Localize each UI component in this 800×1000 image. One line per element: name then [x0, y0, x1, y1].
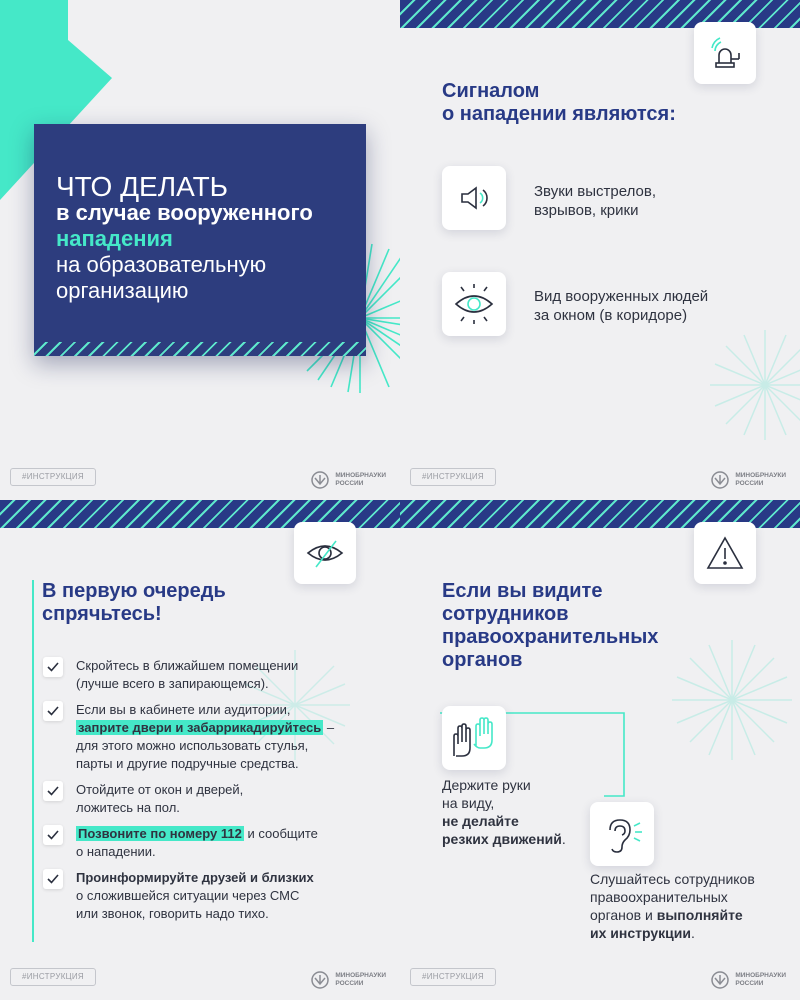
ear-icon-box [590, 802, 654, 866]
hide-heading-line-1: В первую очередь [42, 580, 226, 602]
crossed-eye-icon-box [294, 522, 356, 584]
hide-heading [42, 580, 226, 626]
signal-armed-line-2: за окном (в коридоре) [534, 307, 688, 324]
eye-icon-box [442, 272, 506, 336]
listen-period: . [690, 925, 695, 941]
signal-sounds-text [534, 182, 656, 220]
hands-bold-1: не делайте [442, 813, 519, 829]
instruction-item-5 [76, 869, 376, 923]
check-icon [47, 830, 59, 840]
tag-pill: #ИНСТРУКЦИЯ [410, 468, 496, 486]
title-line-2: в случае вооруженного [56, 200, 313, 225]
instruction-item-4 [76, 825, 376, 861]
logo-line-2: РОССИИ [335, 980, 364, 987]
hands-bold-2: резких движений [442, 831, 562, 847]
signals-heading [442, 80, 676, 126]
police-heading-line-2: сотрудников [442, 603, 569, 625]
item-4-highlight: Позвоните по номеру 112 [78, 826, 242, 841]
police-heading-line-1: Если вы видите [442, 580, 603, 602]
check-icon-box [43, 869, 63, 889]
sound-icon-box [442, 166, 506, 230]
signal-sounds-line-2: взрывов, крики [534, 202, 639, 219]
signal-armed-line-1: Вид вооруженных людей [534, 288, 709, 305]
ministry-logo [310, 970, 386, 990]
item-5-line-3: или звонок, говорить надо тихо. [76, 906, 269, 921]
title-line-3: нападения [56, 226, 173, 251]
title-line-5: организацию [56, 278, 189, 303]
listen-text [590, 870, 755, 942]
instruction-item-1 [76, 657, 376, 693]
logo-line-2: РОССИИ [735, 980, 764, 987]
check-icon-box [43, 701, 63, 721]
check-icon [47, 786, 59, 796]
item-3-line-1: Отойдите от окон и дверей, [76, 782, 244, 797]
logo-line-1: МИНОБРНАУКИ [735, 472, 786, 479]
tag-pill: #ИНСТРУКЦИЯ [10, 468, 96, 486]
item-2-highlight: заприте двери и забаррикадируйтесь [78, 720, 322, 735]
title-line-4: на образовательную [56, 252, 267, 277]
hands-line-2: на виду, [442, 795, 495, 811]
title-card-stripe [34, 342, 366, 356]
title-card [34, 124, 366, 356]
alarm-bell-icon [705, 33, 745, 73]
panel-signals [400, 0, 800, 500]
item-5-bold: Проинформируйте друзей и близких [76, 870, 314, 885]
eagle-emblem-icon [310, 970, 330, 990]
check-icon [47, 706, 59, 716]
logo-line-1: МИНОБРНАУКИ [335, 972, 386, 979]
item-4-line-1-rest: и сообщите [243, 826, 318, 841]
raised-hands-icon [448, 716, 500, 760]
item-2-line-1: Если вы в кабинете или аудитории, [76, 702, 291, 717]
vertical-accent-line [32, 580, 34, 942]
listen-line-1: Слушайтесь сотрудников [590, 871, 755, 887]
starburst-watermark [700, 320, 800, 450]
eagle-emblem-icon [710, 970, 730, 990]
listen-line-2: правоохранительных [590, 889, 728, 905]
ministry-logo [710, 970, 786, 990]
logo-line-2: РОССИИ [335, 480, 364, 487]
item-4-line-2: о нападении. [76, 844, 156, 859]
check-icon-box [43, 825, 63, 845]
hands-period: . [561, 831, 566, 847]
hide-heading-line-2: спрячьтесь! [42, 603, 162, 625]
check-icon-box [43, 657, 63, 677]
signals-heading-line-1: Сигналом [442, 80, 540, 102]
eagle-emblem-icon [710, 470, 730, 490]
item-2-line-3: для этого можно использовать стулья, [76, 738, 309, 753]
signals-heading-line-2: о нападении являются: [442, 103, 676, 125]
logo-line-1: МИНОБРНАУКИ [335, 472, 386, 479]
panel-title [0, 0, 400, 500]
eagle-emblem-icon [310, 470, 330, 490]
panel-hide [0, 500, 400, 1000]
check-icon [47, 662, 59, 672]
logo-line-1: МИНОБРНАУКИ [735, 972, 786, 979]
hands-icon-box [442, 706, 506, 770]
hands-text [442, 776, 566, 848]
check-icon-box [43, 781, 63, 801]
alarm-icon-box [694, 22, 756, 84]
speaker-sound-icon [454, 178, 494, 218]
listen-line-3: органов и [590, 907, 657, 923]
panel-police [400, 500, 800, 1000]
tag-pill: #ИНСТРУКЦИЯ [10, 968, 96, 986]
item-3-line-2: ложитесь на пол. [76, 800, 180, 815]
police-heading-line-3: правоохранительных [442, 626, 659, 648]
listen-bold-1: выполняйте [656, 907, 743, 923]
item-1-line-1: Скройтесь в ближайшем помещении [76, 658, 299, 673]
instruction-item-3 [76, 781, 376, 817]
police-heading-line-4: органов [442, 649, 523, 671]
ministry-logo [710, 470, 786, 490]
signal-sounds-line-1: Звуки выстрелов, [534, 183, 657, 200]
ministry-logo [310, 470, 386, 490]
listening-ear-icon [600, 814, 644, 854]
check-icon [47, 874, 59, 884]
logo-line-2: РОССИИ [735, 480, 764, 487]
eye-icon [452, 284, 496, 324]
crossed-eye-icon [304, 533, 346, 573]
item-2-dash: – [323, 720, 335, 735]
hands-line-1: Держите руки [442, 777, 531, 793]
item-5-line-2: о сложившейся ситуации через СМС [76, 888, 300, 903]
tag-pill: #ИНСТРУКЦИЯ [410, 968, 496, 986]
instruction-item-2 [76, 701, 376, 773]
item-1-line-2: (лучше всего в запирающемся). [76, 676, 269, 691]
item-2-line-4: парты и другие подручные средства. [76, 756, 299, 771]
listen-bold-2: их инструкции [590, 925, 691, 941]
title-line-1: ЧТО ДЕЛАТЬ [56, 171, 229, 202]
signal-armed-text [534, 287, 708, 325]
